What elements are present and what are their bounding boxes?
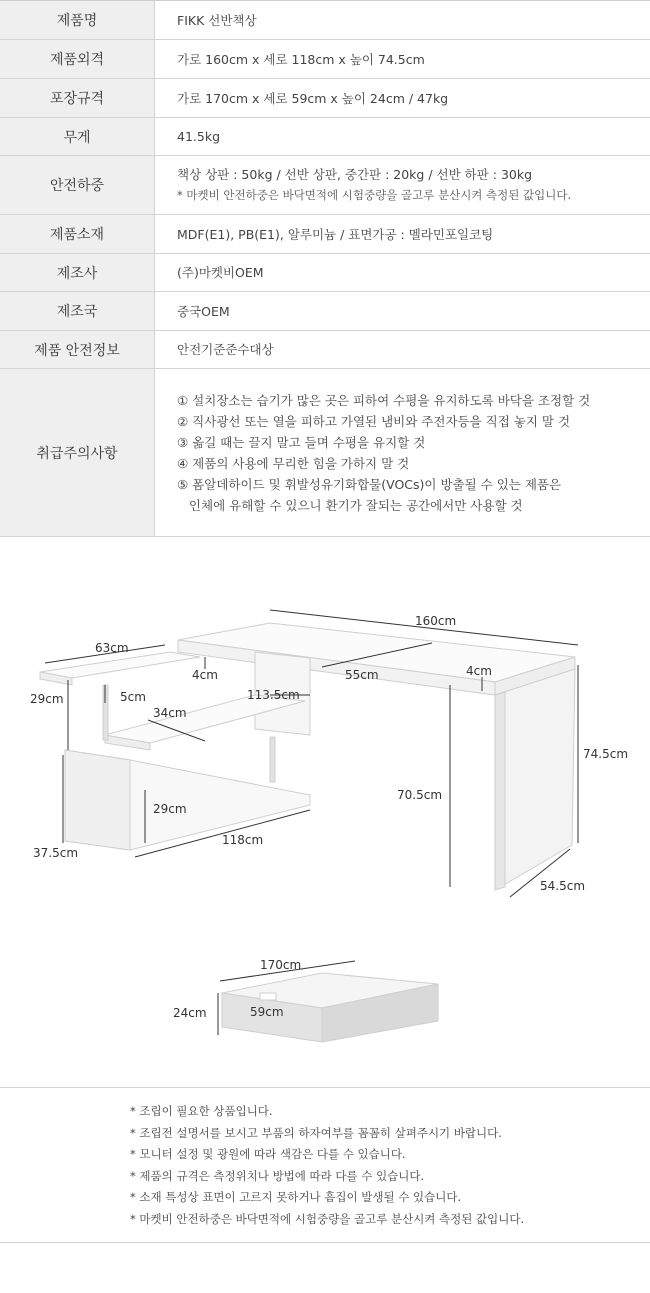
spec-subnote: * 마켓비 안전하중은 바닥면적에 시험중량을 골고루 분산시켜 측정된 값입니다. xyxy=(177,188,572,202)
spec-value: 가로 170cm x 세로 59cm x 높이 24cm / 47kg xyxy=(177,90,449,106)
spec-table xyxy=(0,0,650,537)
spec-label: 포장규격 xyxy=(0,79,155,117)
dim-box-170: 170cm xyxy=(260,958,302,972)
dim-160: 160cm xyxy=(415,614,457,628)
dim-5: 5cm xyxy=(120,690,146,704)
footer-note: * 제품의 규격은 측정위치나 방법에 따라 다를 수 있습니다. xyxy=(130,1168,425,1183)
dim-113: 113.5cm xyxy=(247,688,300,702)
dim-34: 34cm xyxy=(153,706,187,720)
footer-note: * 마켓비 안전하중은 바닥면적에 시험중량을 골고루 분산시켜 측정된 값입니다. xyxy=(130,1211,525,1226)
spec-row-product-name xyxy=(0,1,650,40)
footer-note: * 조립이 필요한 상품입니다. xyxy=(130,1104,273,1118)
spec-value: (주)마켓비OEM xyxy=(177,265,264,280)
caution-line: ③ 옮길 때는 끌지 말고 들며 수평을 유지할 것 xyxy=(177,434,426,450)
spec-label: 제조사 xyxy=(0,254,155,291)
dim-55: 55cm xyxy=(345,668,379,682)
spec-row-package xyxy=(0,79,650,118)
dim-box-59: 59cm xyxy=(250,1005,284,1019)
dimension-diagram xyxy=(0,545,650,1088)
spec-value: 책상 상판 : 50kg / 선반 상판, 중간판 : 20kg / 선반 하판 : 30kg xyxy=(177,167,533,182)
box-handle xyxy=(260,993,276,1000)
shelf-bottom-side xyxy=(65,750,130,850)
dim-37: 37.5cm xyxy=(33,846,79,860)
footer-note: * 조립전 설명서를 보시고 부품의 하자여부를 꼼꼼히 살펴주시기 바랍니다. xyxy=(130,1125,502,1140)
dim-29a: 29cm xyxy=(30,692,64,706)
spec-value: 가로 160cm x 세로 118cm x 높이 74.5cm xyxy=(177,51,425,67)
spec-value: MDF(E1), PB(E1), 알루미늄 / 표면가공 : 멜라민포일코팅 xyxy=(177,226,494,242)
spec-label: 취급주의사항 xyxy=(0,369,155,536)
spec-value: 안전기준준수대상 xyxy=(177,342,274,357)
spec-label: 안전하중 xyxy=(0,156,155,214)
desk-right-leg xyxy=(495,669,575,890)
dim-box-24: 24cm xyxy=(173,1006,207,1020)
dim-29b: 29cm xyxy=(153,802,187,816)
desk-diagram-svg xyxy=(0,545,650,1088)
footer-note: * 소재 특성상 표면이 고르지 못하거나 흠집이 발생될 수 있습니다. xyxy=(130,1190,462,1204)
dim-70: 70.5cm xyxy=(397,788,443,802)
spec-label: 무게 xyxy=(0,118,155,155)
dim-63: 63cm xyxy=(95,641,129,655)
shelf-top xyxy=(40,652,200,678)
caution-line: ⑤ 폼알데하이드 및 휘발성유기화합물(VOCs)이 방출될 수 있는 제품은 xyxy=(177,476,562,492)
spec-value: 중국OEM xyxy=(177,303,230,319)
dim-74: 74.5cm xyxy=(583,747,629,761)
spec-label: 제품소재 xyxy=(0,215,155,253)
spec-row-country xyxy=(0,292,650,331)
desk-right-leg-front xyxy=(495,692,505,890)
caution-line: ② 직사광선 또는 열을 피하고 가열된 냄비와 주전자등을 직접 놓지 말 것 xyxy=(177,413,571,429)
footer-notes xyxy=(0,1089,650,1243)
dim-118: 118cm xyxy=(222,833,264,847)
spec-label: 제품명 xyxy=(0,1,155,39)
spec-row-dimensions xyxy=(0,40,650,79)
spec-label: 제품외격 xyxy=(0,40,155,78)
spec-row-safe-load xyxy=(0,156,650,215)
footer-note: * 모니터 설정 및 광원에 따라 색감은 다를 수 있습니다. xyxy=(130,1147,406,1161)
spec-row-safety-info xyxy=(0,331,650,369)
spec-row-manufacturer xyxy=(0,254,650,292)
spec-label: 제품 안전정보 xyxy=(0,331,155,368)
spec-label: 제조국 xyxy=(0,292,155,330)
spec-value: 41.5kg xyxy=(177,129,221,144)
spec-row-material xyxy=(0,215,650,254)
spec-value: FIKK 선반책상 xyxy=(177,12,257,28)
dim-54: 54.5cm xyxy=(540,879,586,893)
dim-4a: 4cm xyxy=(192,668,218,682)
caution-line: ④ 제품의 사용에 무리한 힘을 가하지 말 것 xyxy=(177,455,410,471)
shelf-post-2 xyxy=(270,737,275,782)
dim-4b: 4cm xyxy=(466,664,492,678)
spec-row-handling-caution xyxy=(0,369,650,537)
caution-line: 인체에 유해할 수 있으니 환기가 잘되는 공간에서만 사용할 것 xyxy=(177,497,523,513)
caution-line: ① 설치장소는 습기가 많은 곳은 피하여 수평을 유지하도록 바닥을 조정할 것 xyxy=(177,392,591,408)
spec-row-weight xyxy=(0,118,650,156)
